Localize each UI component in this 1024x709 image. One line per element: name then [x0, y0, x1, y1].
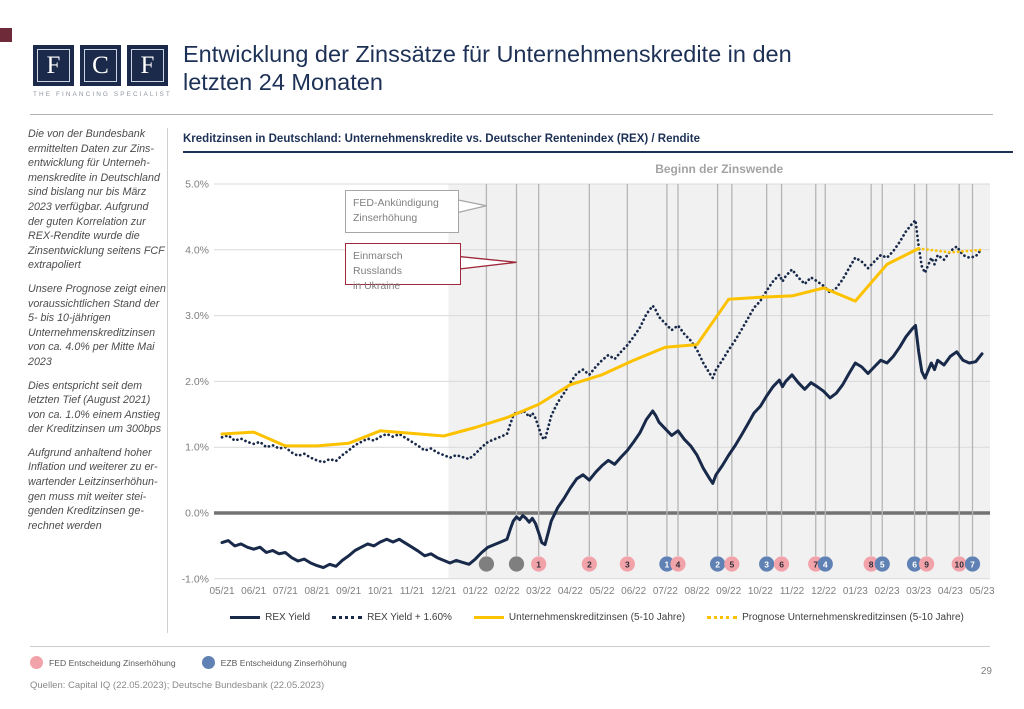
logo-letter-box — [80, 45, 121, 86]
corner-accent — [0, 28, 12, 42]
callout-ukraine-invasion — [345, 243, 461, 292]
x-axis-tick-label: 11/21 — [399, 586, 425, 597]
x-axis-tick-label: 03/22 — [526, 586, 552, 597]
gray-event-marker — [509, 556, 524, 571]
legend-swatch-dotted-navy — [332, 616, 362, 619]
x-axis-tick-label: 07/22 — [652, 586, 678, 597]
x-axis-tick-label: 05/22 — [589, 586, 615, 597]
x-axis-tick-label: 06/22 — [621, 586, 647, 597]
x-axis-tick-label: 02/23 — [874, 586, 900, 597]
footer-divider — [30, 646, 990, 647]
ezb-legend-item — [202, 656, 347, 669]
ezb-event-number: 4 — [822, 559, 828, 570]
y-axis-tick-label: 2.0% — [185, 375, 209, 388]
page-title-line-1: Entwicklung der Zinssätze für Unternehmenskredite in den — [183, 41, 792, 67]
fed-event-number: 9 — [924, 559, 929, 570]
fed-legend-item — [30, 656, 176, 669]
commentary-paragraph: Dies entspricht seit dem letzten Tief (August 2021) von ca. 1.0% einem Anstieg der Kreditzinsen um 300bps — [28, 379, 162, 436]
logo-letter-box — [127, 45, 168, 86]
sources-text: Quellen: Capital IQ (22.05.2023); Deutsche Bundesbank (22.05.2023) — [30, 680, 325, 691]
ezb-event-number: 2 — [715, 559, 720, 570]
ezb-event-number: 6 — [912, 559, 917, 570]
fed-event-number: 1 — [536, 559, 542, 570]
ezb-event-number: 7 — [970, 559, 975, 570]
callout-line: Einmarsch Russlands — [353, 250, 403, 277]
x-axis-tick-label: 10/21 — [367, 586, 393, 597]
ezb-marker-dot — [202, 656, 215, 669]
y-axis-tick-label: 3.0% — [185, 310, 209, 323]
legend-swatch-solid-navy — [230, 616, 260, 619]
legend-swatch-solid-yellow — [474, 616, 504, 619]
y-axis-tick-label: 0.0% — [185, 507, 209, 520]
x-axis-tick-label: 07/21 — [272, 586, 298, 597]
y-axis-tick-label: 4.0% — [185, 244, 209, 257]
ezb-event-number: 1 — [664, 559, 670, 570]
fed-legend-label: FED Entscheidung Zinserhöhung — [49, 657, 176, 668]
logo-letter: C — [84, 49, 117, 82]
callout-fed-announcement — [345, 190, 459, 233]
x-axis-tick-label: 04/23 — [937, 586, 963, 597]
x-axis-tick-label: 01/23 — [842, 586, 868, 597]
x-axis-tick-label: 12/22 — [811, 586, 837, 597]
x-axis-tick-label: 09/22 — [716, 586, 742, 597]
x-axis-tick-label: 11/22 — [779, 586, 805, 597]
commentary-sidebar — [28, 127, 166, 542]
x-axis-tick-label: 03/23 — [906, 586, 932, 597]
legend-swatch-dotted-yellow — [707, 616, 737, 619]
commentary-paragraph: Unsere Prognose zeigt einen voraussichtlichen Stand der 5- bis 10-jährigen Unternehmenskreditzinsen von ca. 4.0% per Mitte Mai 2023 — [28, 282, 166, 368]
fed-event-number: 8 — [868, 559, 874, 570]
fed-event-number: 2 — [586, 559, 592, 570]
x-axis-tick-label: 06/21 — [241, 586, 267, 597]
fed-event-number: 3 — [624, 559, 630, 570]
callout-line: FED-Ankündigung — [353, 197, 439, 209]
legend-label: Unternehmenskreditzinsen (5-10 Jahre) — [508, 612, 686, 623]
y-axis-tick-label: 1.0% — [185, 441, 209, 454]
sidebar-divider — [167, 128, 168, 633]
legend-item-kreditzinsen — [474, 612, 685, 623]
callout-line: Zinserhöhung — [353, 212, 418, 224]
ezb-event-number: 5 — [879, 559, 885, 570]
fed-marker-dot — [30, 656, 43, 669]
logo-tagline: THE FINANCING SPECIALIST — [33, 91, 172, 98]
x-axis-tick-label: 08/22 — [684, 586, 710, 597]
page-title — [183, 40, 1003, 96]
fcf-logo — [33, 45, 168, 86]
x-axis-tick-label: 12/21 — [431, 586, 457, 597]
interest-rate-chart — [180, 156, 1014, 608]
x-axis-tick-label: 10/22 — [747, 586, 773, 597]
x-axis-tick-label: 05/21 — [209, 586, 235, 597]
logo-letter-box — [33, 45, 74, 86]
legend-label: Prognose Unternehmenskreditzinsen (5-10 Jahre) — [742, 612, 964, 623]
fed-event-number: 5 — [729, 559, 735, 570]
x-axis-tick-label: 09/21 — [336, 586, 362, 597]
page-title-line-2: letzten 24 Monaten — [183, 69, 383, 95]
fed-event-number: 4 — [675, 559, 681, 570]
chart-title-underline — [183, 151, 1013, 153]
x-axis-tick-label: 02/22 — [494, 586, 520, 597]
logo-letter: F — [37, 49, 70, 82]
x-axis-tick-label: 05/23 — [969, 586, 995, 597]
chart-legend — [183, 612, 1011, 623]
zinswende-region-label: Beginn der Zinswende — [655, 162, 784, 176]
legend-label: REX Yield + 1.60% — [367, 612, 452, 623]
fed-event-number: 10 — [954, 559, 964, 570]
header-divider — [30, 114, 993, 115]
x-axis-tick-label: 04/22 — [557, 586, 583, 597]
legend-label: REX Yield — [265, 612, 311, 623]
event-marker-legend — [30, 656, 347, 669]
ezb-legend-label: EZB Entscheidung Zinserhöhung — [220, 657, 347, 668]
chart-area — [180, 156, 1014, 608]
y-axis-tick-label: -1.0% — [181, 573, 209, 586]
callout-line: in Ukraine — [353, 280, 401, 292]
x-axis-tick-label: 08/21 — [304, 586, 330, 597]
commentary-paragraph: Aufgrund anhaltend hoher Inflation und weiterer zu erwartender Leitzinserhöhungen muss mit weiter steigenden Kreditzinsen gerechnet werden — [28, 446, 158, 532]
legend-item-rex-yield — [230, 612, 310, 623]
legend-item-rex-yield-plus — [332, 612, 452, 623]
fed-event-number: 7 — [813, 559, 819, 570]
fed-event-number: 6 — [779, 559, 784, 570]
ezb-event-number: 3 — [764, 559, 770, 570]
y-axis-tick-label: 5.0% — [185, 178, 209, 191]
legend-item-prognose — [707, 612, 964, 623]
page-number: 29 — [980, 666, 992, 677]
commentary-paragraph: Die von der Bundesbank ermittelten Daten zur Zinsentwicklung für Unternehmenskredite in Deutschland sind bislang nur bis März 2023 verfügbar. Aufgrund der guten Korrelation zur REX-Rendite wurde die Zinsentwicklung seitens FCF extrapoliert — [28, 128, 165, 272]
x-axis-tick-label: 01/22 — [462, 586, 488, 597]
gray-event-marker — [479, 556, 494, 571]
logo-letter: F — [131, 49, 164, 82]
chart-title: Kreditzinsen in Deutschland: Unternehmenskredite vs. Deutscher Rentenindex (REX) / Rendite — [183, 133, 700, 145]
